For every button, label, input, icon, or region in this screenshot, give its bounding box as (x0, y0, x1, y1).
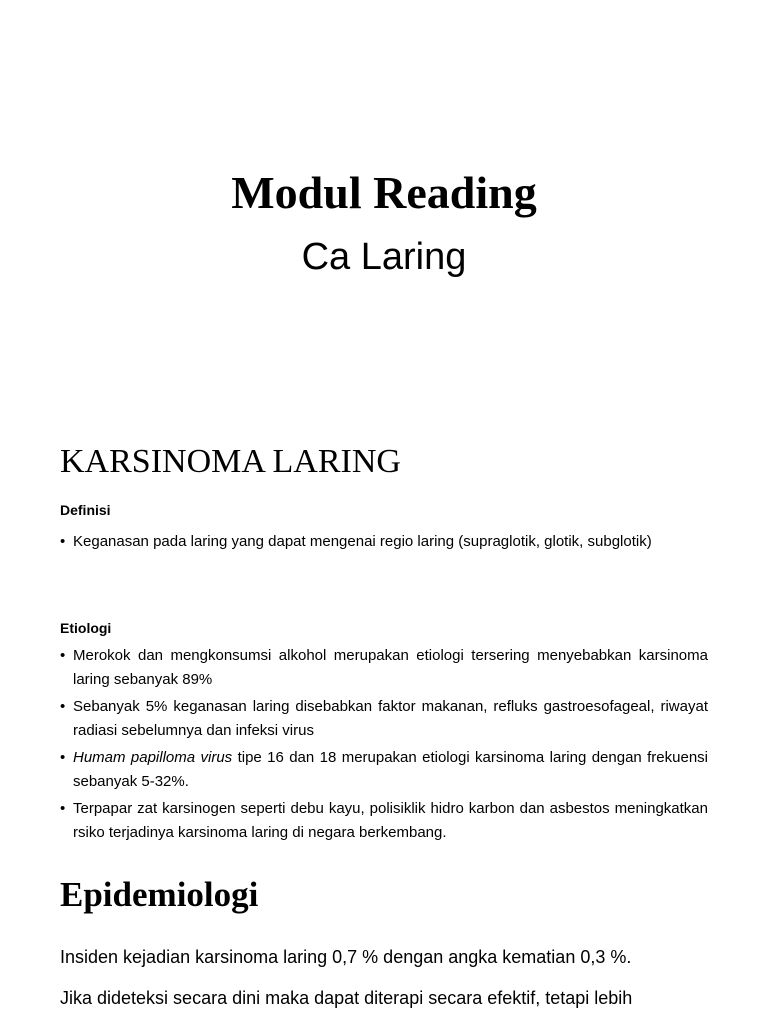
epidemiologi-line-2: Jika dideteksi secara dini maka dapat diterapi secara efektif, tetapi lebih (60, 988, 633, 1008)
section-heading: KARSINOMA LARING (60, 443, 401, 480)
document-subtitle: Ca Laring (301, 236, 467, 278)
bullet-icon: • (60, 800, 66, 817)
bullet-icon: • (60, 533, 66, 550)
list-item-text: Terpapar zat karsinogen seperti debu kayu, polisiklik hidro karbon dan asbestos meningkatkan rsiko terjadinya karsinoma laring di negara berkembang. (73, 800, 708, 841)
list-item (60, 797, 708, 845)
etiologi-label: Etiologi (60, 620, 112, 636)
list-item-text: Merokok dan mengkonsumsi alkohol merupakan etiologi tersering menyebabkan karsinoma laring sebanyak 89% (73, 647, 708, 688)
document-title: Modul Reading (231, 167, 537, 218)
definisi-label: Definisi (60, 502, 111, 518)
list-item-italic-text: Humam papilloma virus (73, 749, 233, 766)
list-item-text: Keganasan pada laring yang dapat mengenai regio laring (supraglotik, glotik, subglotik) (73, 533, 652, 550)
bullet-icon: • (60, 749, 66, 766)
bullet-icon: • (60, 647, 66, 664)
definisi-list (60, 530, 708, 557)
list-item (60, 530, 708, 554)
list-item-text: tipe 16 dan 18 merupakan etiologi karsinoma laring dengan frekuensi sebanyak 5-32%. (73, 749, 709, 790)
list-item-text: Sebanyak 5% keganasan laring disebabkan faktor makanan, refluks gastroesofageal, riwayat radiasi sebelumnya dan infeksi virus (73, 698, 708, 739)
epidemiologi-heading: Epidemiologi (60, 875, 259, 914)
list-item (60, 695, 708, 743)
epidemiologi-line-1: Insiden kejadian karsinoma laring 0,7 % dengan angka kematian 0,3 %. (60, 947, 632, 967)
list-item (60, 746, 708, 794)
bullet-icon: • (60, 698, 66, 715)
list-item (60, 644, 708, 692)
etiologi-list (60, 644, 708, 848)
